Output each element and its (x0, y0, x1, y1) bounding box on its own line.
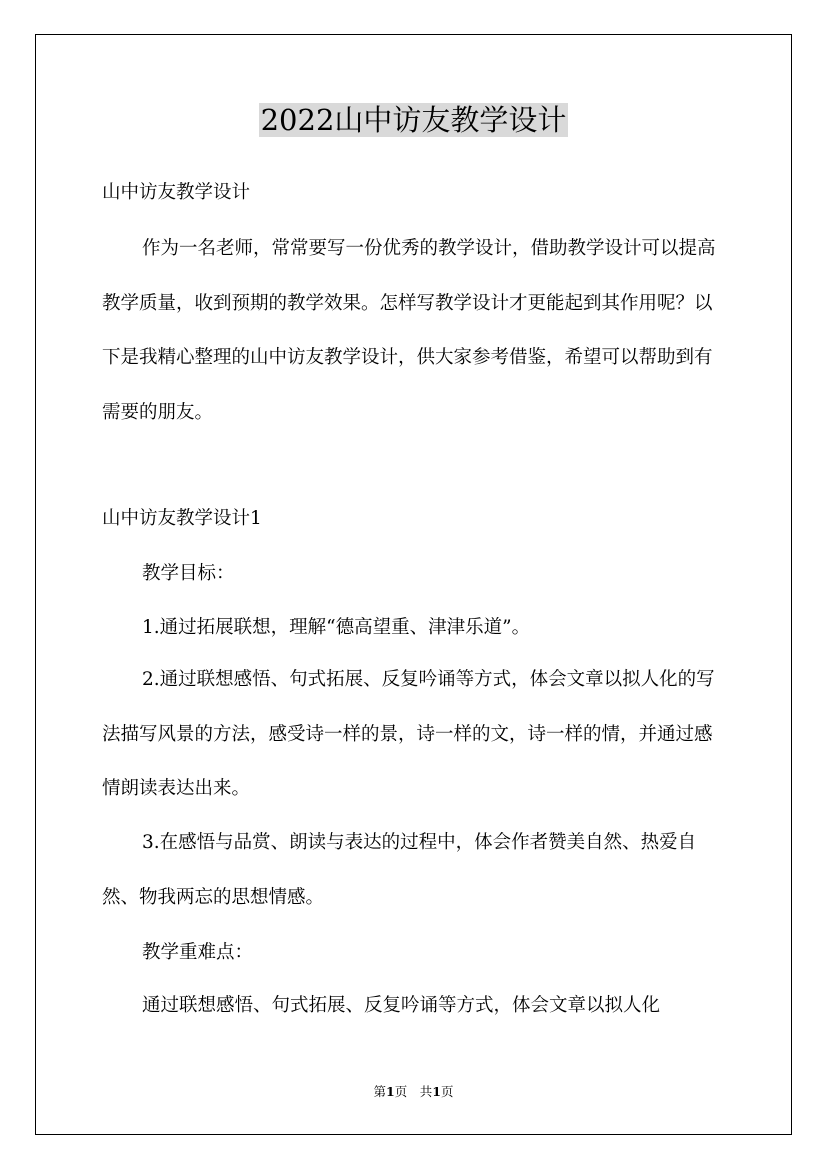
footer-page-number: 1 (386, 1084, 395, 1099)
document-title-text: 2022山中访友教学设计 (260, 103, 567, 137)
goals-heading: 教学目标： (142, 563, 235, 584)
section-title: 山中访友教学设计1 (102, 508, 262, 529)
goal-item-3: 3.在感悟与品赏、朗读与表达的过程中，体会作者赞美自然、热爱自然、物我两忘的思想情感。 (102, 832, 697, 908)
footer-label-3: 页 (440, 1084, 454, 1099)
page-footer (0, 1082, 827, 1100)
intro-paragraph: 作为一名老师，常常要写一份优秀的教学设计，借助教学设计可以提高教学质量，收到预期的教学效果。怎样写教学设计才更能起到其作用呢？以下是我精心整理的山中访友教学设计，供大家参考借鉴，希望可以帮助到有需要的朋友。 (102, 238, 716, 423)
key-points-text: 通过联想感悟、句式拓展、反复吟诵等方式，体会文章以拟人化 (142, 995, 661, 1016)
footer-label-2: 页 共 (394, 1084, 433, 1099)
document-title (0, 100, 827, 140)
key-points-heading: 教学重难点： (142, 942, 254, 963)
goal-item-2: 2.通过联想感悟、句式拓展、反复吟诵等方式，体会文章以拟人化的写法描写风景的方法，感受诗一样的景，诗一样的文，诗一样的情，并通过感情朗读表达出来。 (102, 669, 715, 800)
footer-label-1: 第 (373, 1084, 387, 1099)
footer-page-total: 1 (432, 1084, 441, 1099)
goal-item-1: 1.通过拓展联想，理解“德高望重、津津乐道”。 (142, 617, 531, 638)
document-subtitle: 山中访友教学设计 (102, 182, 251, 203)
